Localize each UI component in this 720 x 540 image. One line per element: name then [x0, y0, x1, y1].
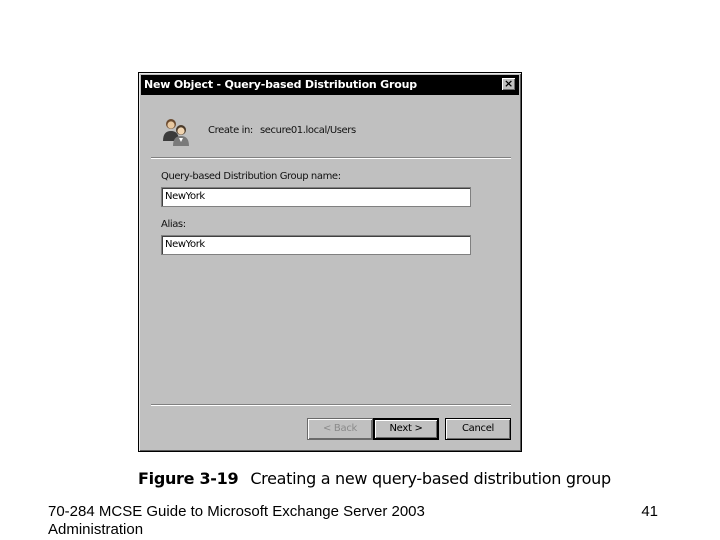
group-name-label: Query-based Distribution Group name:: [161, 171, 341, 182]
back-button[interactable]: < Back: [307, 418, 373, 440]
create-in-label: Create in:: [208, 125, 253, 136]
dialog-title: New Object - Query-based Distribution Group: [144, 78, 417, 91]
next-button[interactable]: Next >: [373, 418, 439, 440]
alias-label: Alias:: [161, 219, 186, 230]
separator: [151, 404, 511, 406]
page-number: 41: [641, 503, 658, 520]
group-name-input[interactable]: NewYork: [161, 187, 471, 207]
close-button[interactable]: [501, 77, 516, 91]
create-in-path: secure01.local/Users: [260, 125, 356, 136]
cancel-button[interactable]: Cancel: [445, 418, 511, 440]
caption-text: Creating a new query-based distribution group: [250, 469, 611, 488]
users-icon: [160, 115, 192, 147]
figure-number: Figure 3-19: [138, 469, 239, 488]
close-icon: ×: [503, 77, 514, 90]
title-bar[interactable]: [141, 75, 519, 95]
alias-input[interactable]: NewYork: [161, 235, 471, 255]
figure-caption: [138, 469, 611, 488]
footer-title: 70-284 MCSE Guide to Microsoft Exchange Server 2003 Administration: [48, 503, 425, 538]
separator: [151, 157, 511, 159]
new-object-dialog: [138, 72, 522, 452]
